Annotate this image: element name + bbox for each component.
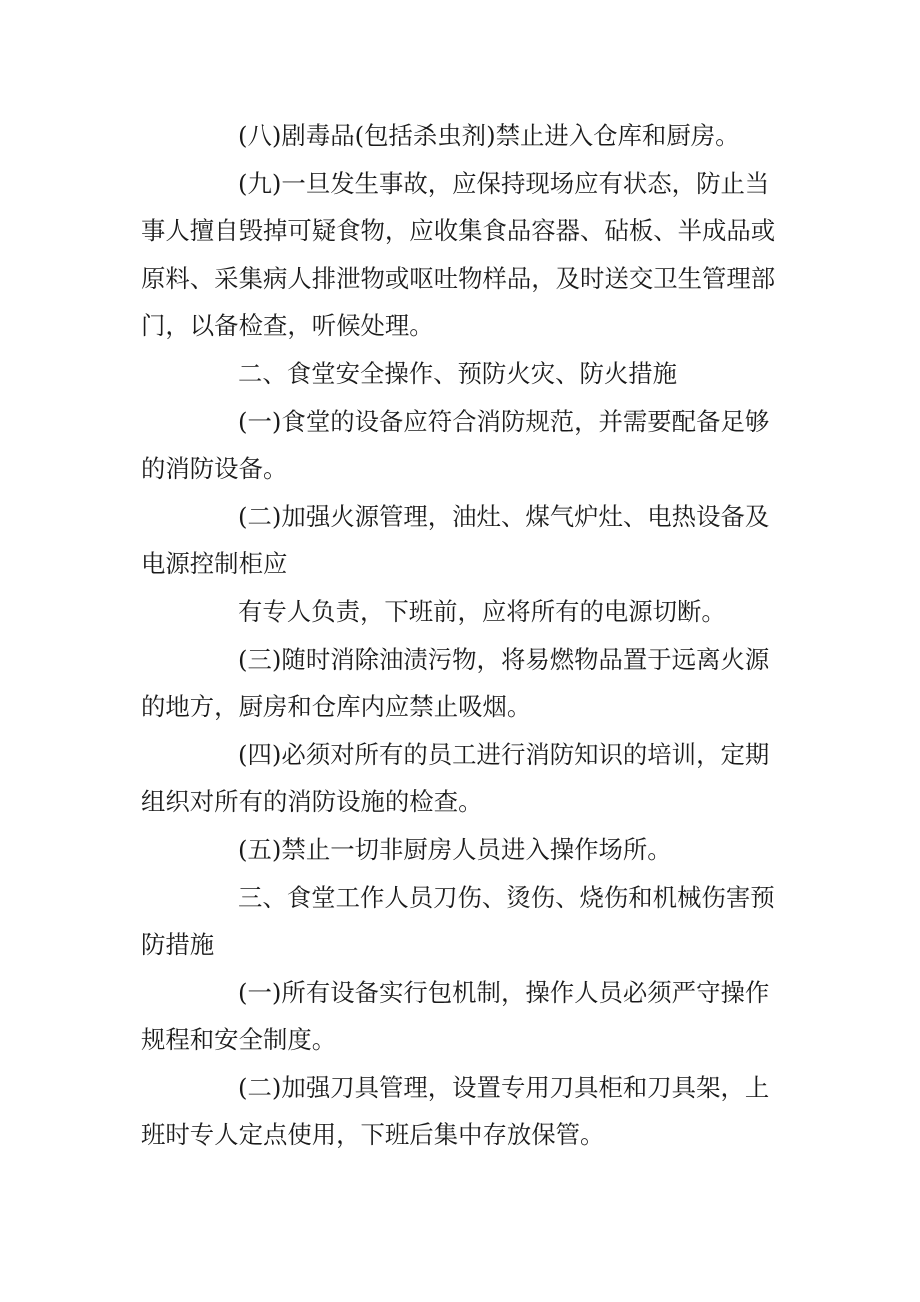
paragraph-fire-4: (四)必须对所有的员工进行消防知识的培训，定期组织对所有的消防设施的检查。 bbox=[141, 739, 770, 817]
document-body bbox=[141, 112, 781, 1159]
paragraph-fire-5: (五)禁止一切非厨房人员进入操作场所。 bbox=[238, 834, 672, 864]
paragraph-injury-1: (一)所有设备实行包机制，操作人员必须严守操作规程和安全制度。 bbox=[141, 977, 770, 1055]
section-heading-3: 三、食堂工作人员刀伤、烫伤、烧伤和机械伤害预防措施 bbox=[141, 882, 775, 960]
paragraph-fire-2-continued: 有专人负责，下班前，应将所有的电源切断。 bbox=[238, 596, 726, 626]
paragraph-fire-2: (二)加强火源管理，油灶、煤气炉灶、电热设备及电源控制柜应 bbox=[141, 501, 770, 579]
paragraph-item-9: (九)一旦发生事故，应保持现场应有状态，防止当事人擅自毁掉可疑食物，应收集食品容器、砧板、半成品或原料、采集病人排泄物或呕吐物样品，及时送交卫生管理部门，以备检查，听候处理。 bbox=[141, 168, 776, 341]
paragraph-item-8: (八)剧毒品(包括杀虫剂)禁止进入仓库和厨房。 bbox=[238, 121, 740, 150]
paragraph-injury-2: (二)加强刀具管理，设置专用刀具柜和刀具架，上班时专人定点使用，下班后集中存放保管。 bbox=[141, 1072, 770, 1150]
paragraph-fire-1: (一)食堂的设备应符合消防规范，并需要配备足够的消防设备。 bbox=[141, 406, 770, 484]
section-heading-2: 二、食堂安全操作、预防火灾、防火措施 bbox=[238, 358, 678, 388]
paragraph-fire-3: (三)随时消除油渍污物，将易燃物品置于远离火源的地方，厨房和仓库内应禁止吸烟。 bbox=[141, 644, 770, 722]
